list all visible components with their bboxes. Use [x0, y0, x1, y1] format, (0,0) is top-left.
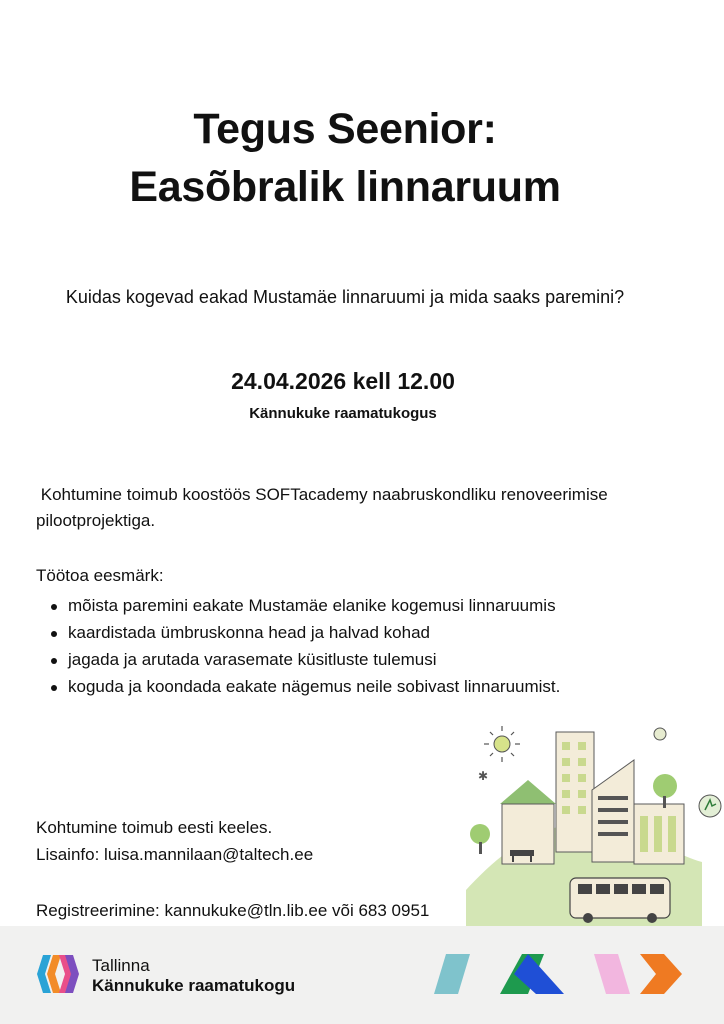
event-datetime: 24.04.2026 kell 12.00: [231, 368, 455, 394]
registration-info: Registreerimine: kannukuke@tln.lib.ee või 683 0951: [36, 901, 430, 920]
goals-list: [36, 593, 596, 701]
language-note: Kohtumine toimub eesti keeles.: [36, 818, 273, 837]
city-illustration-icon: [462, 712, 724, 926]
library-name: [92, 956, 295, 996]
title-line-2: Easõbralik linnaruum: [129, 163, 561, 211]
goals-heading: Töötoa eesmärk:: [36, 566, 164, 585]
contact-info: Lisainfo: luisa.mannilaan@taltech.ee: [36, 845, 314, 864]
title-line-1: Tegus Seenior:: [193, 105, 497, 153]
list-item: mõista paremini eakate Mustamäe elanike kogemusi linnaruumis: [36, 593, 596, 619]
list-item: jagada ja arutada varasemate küsitluste tulemusi: [36, 647, 596, 673]
event-venue: Kännukuke raamatukogus: [249, 405, 437, 422]
page-title: [0, 100, 690, 216]
list-item: kaardistada ümbruskonna head ja halvad kohad: [36, 620, 596, 646]
tallinn-library-logo-icon: [37, 951, 79, 997]
svg-text:✱: ✱: [478, 769, 489, 783]
list-item: koguda ja koondada eakate nägemus neile sobivast linnaruumist.: [36, 674, 596, 700]
intro-paragraph: Kohtumine toimub koostöös SOFTacademy naabruskondliku renoveerimise pilootprojektiga.: [36, 485, 613, 530]
library-name-line-2: Kännukuke raamatukogu: [92, 976, 296, 995]
lead-question: Kuidas kogevad eakad Mustamäe linnaruumi ja mida saaks paremini?: [65, 287, 625, 307]
library-name-line-1: Tallinna: [92, 956, 150, 975]
softacademy-logo-icon: [432, 950, 692, 998]
